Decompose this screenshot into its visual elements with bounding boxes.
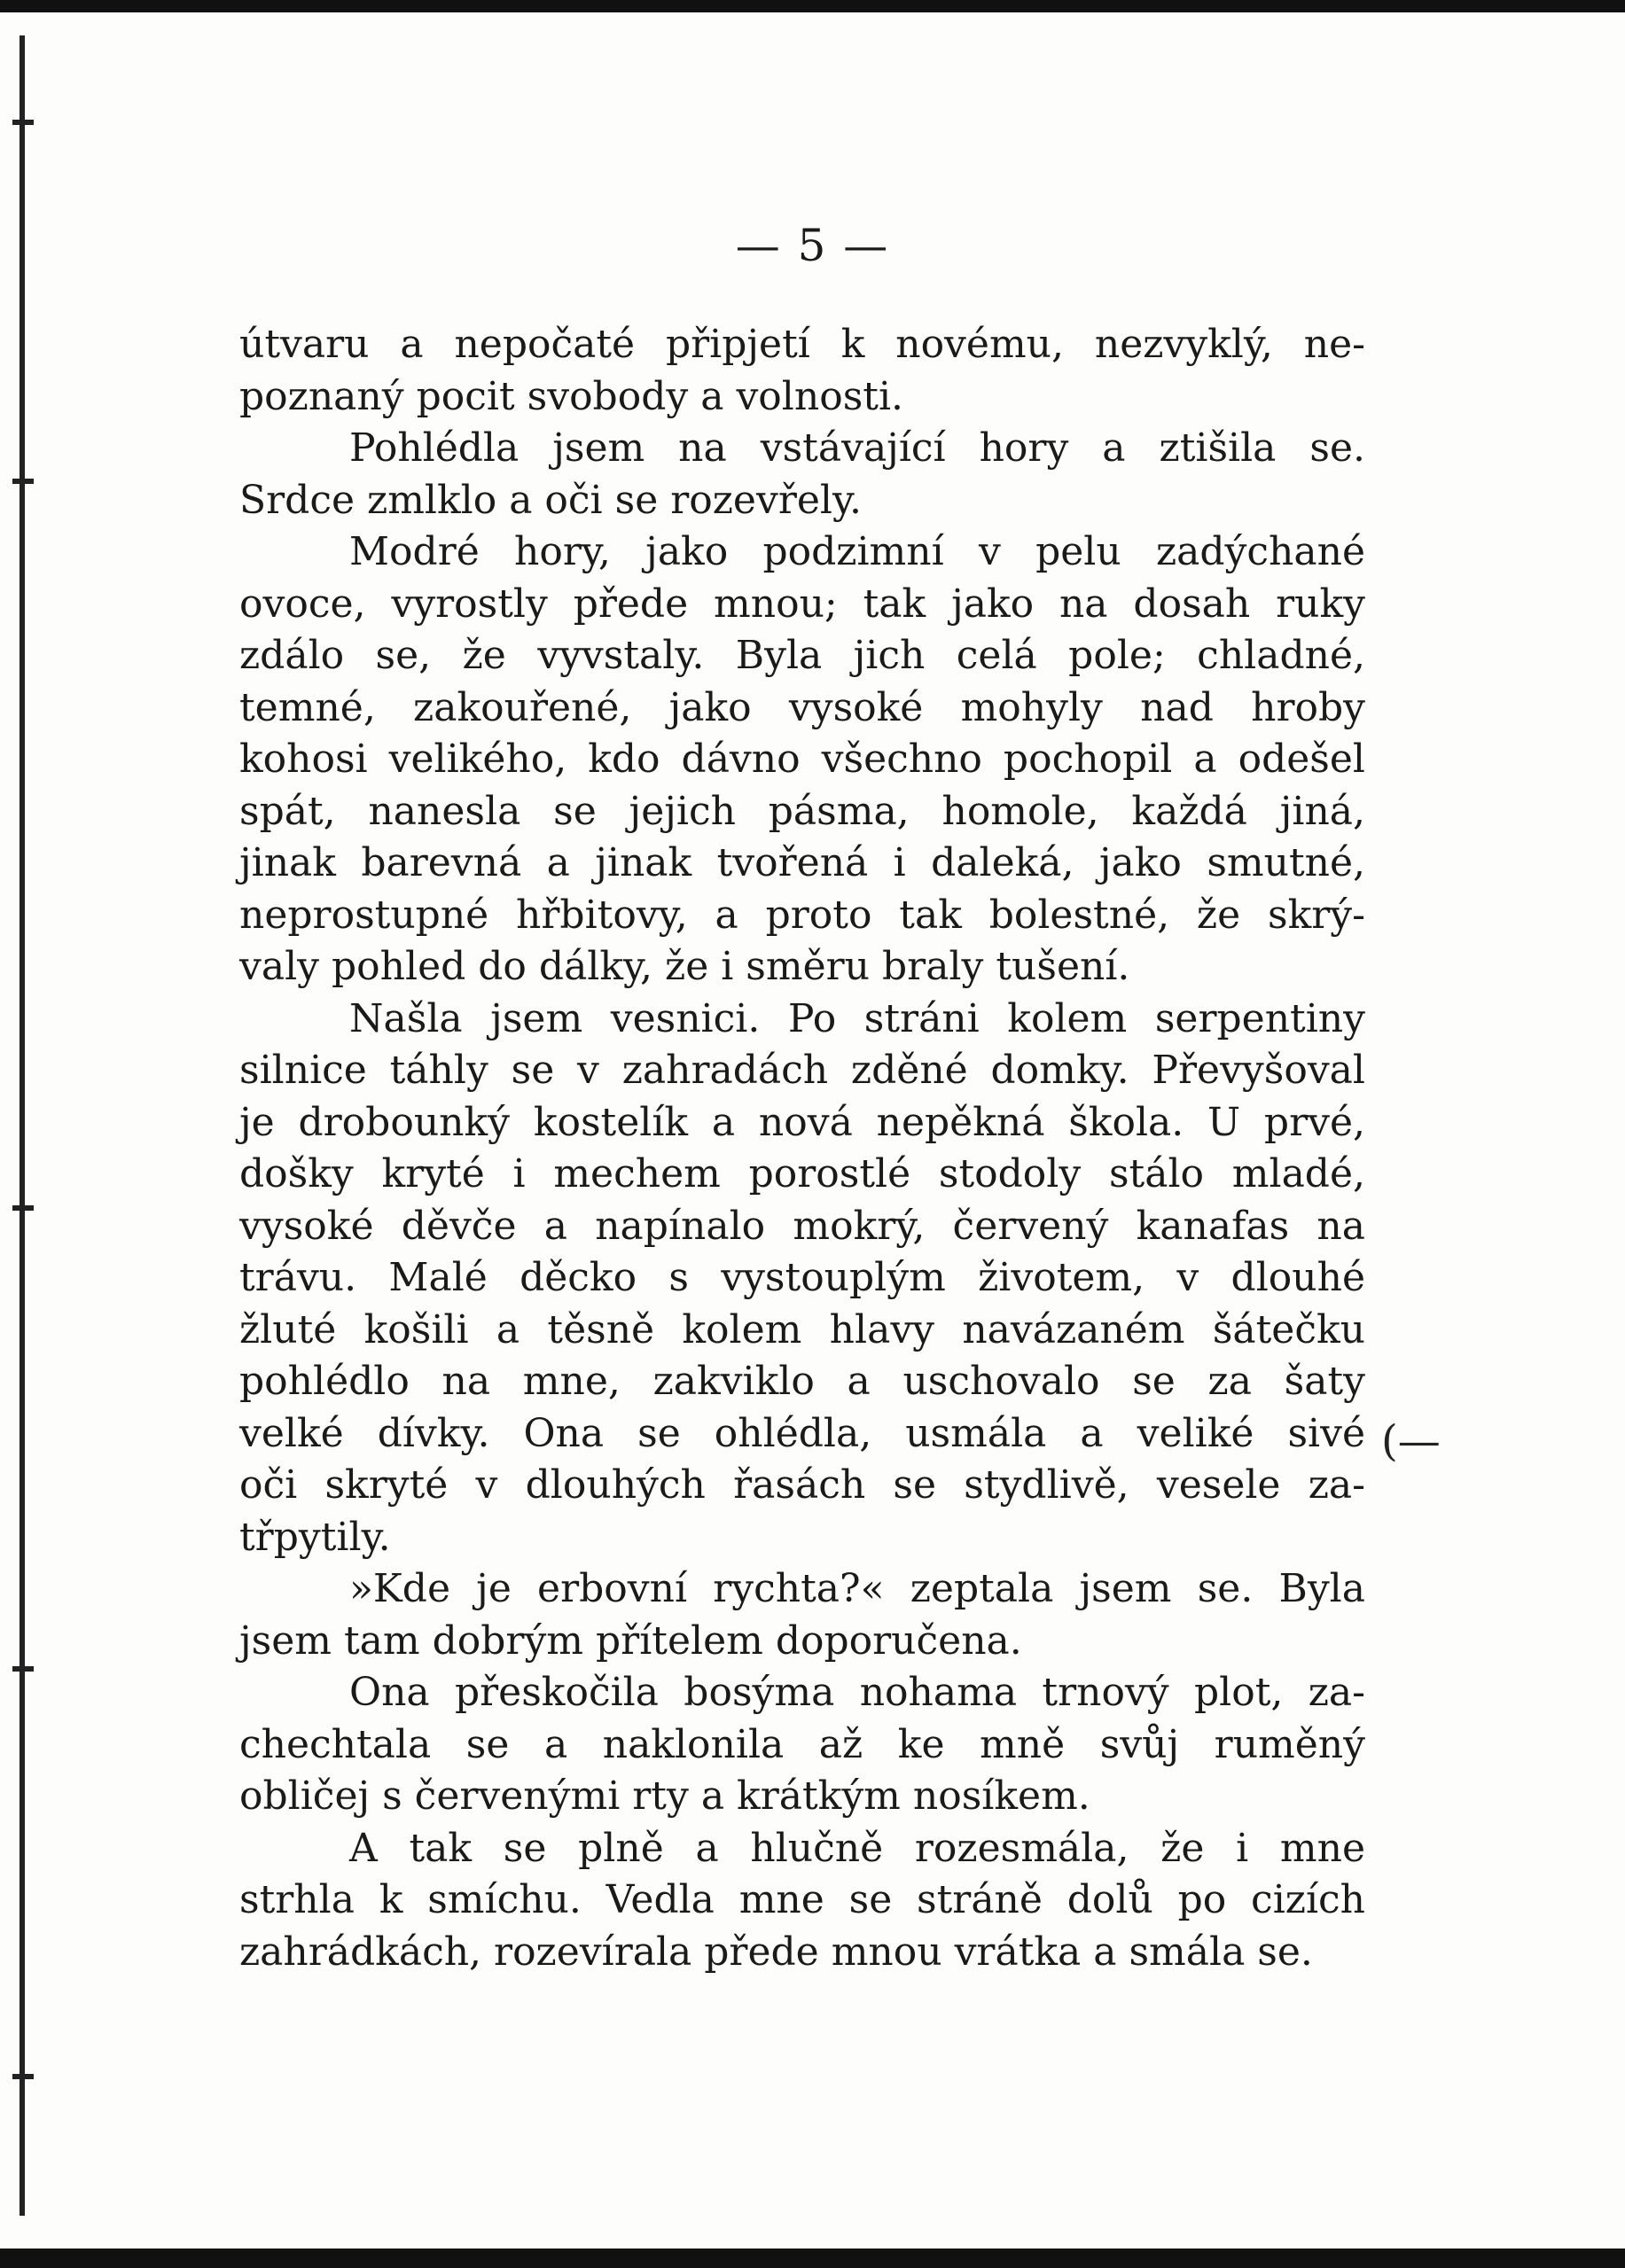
scan-edge-top [0, 0, 1625, 12]
text-line: spát, nanesla se jejich pásma, homole, každá jiná, [239, 788, 1365, 834]
text-line: velké dívky. Ona se ohlédla, usmála a veliké sivé [239, 1410, 1365, 1456]
text-line: trávu. Malé děcko s vystouplým životem, v dlouhé [239, 1255, 1365, 1300]
text-line: jinak barevná a jinak tvořená i daleká, jako smutné, [239, 840, 1365, 885]
text-line: je drobounký kostelík a nová nepěkná škola. U prvé, [239, 1099, 1365, 1145]
text-line: vysoké děvče a napínalo mokrý, červený kanafas na [239, 1203, 1365, 1249]
text-line: poznaný pocit svobody a volnosti. [239, 373, 904, 419]
text-line: oči skryté v dlouhých řasách se stydlivě, vesele za- [239, 1462, 1365, 1508]
scan-edge-bottom [0, 2249, 1625, 2268]
binding-mark [12, 1205, 34, 1211]
text-line: Pohlédla jsem na vstávající hory a ztišila se. [349, 425, 1365, 471]
text-line: valy pohled do dálky, že i směru braly tušení. [239, 944, 1130, 989]
body-text [239, 319, 1365, 1978]
text-line: Našla jsem vesnici. Po stráni kolem serpentiny [349, 995, 1365, 1041]
text-line: útvaru a nepočaté připjetí k novému, nezvyklý, ne- [239, 322, 1365, 367]
text-line: A tak se plně a hlučně rozesmála, že i mne [349, 1825, 1365, 1871]
text-line: došky kryté i mechem porostlé stodoly stálo mladé, [239, 1151, 1365, 1196]
text-line: »Kde je erbovní rychta?« zeptala jsem se. Byla [349, 1566, 1365, 1611]
margin-correction-mark: (— [1381, 1416, 1441, 1466]
text-line: žluté košili a těsně kolem hlavy navázaném šátečku [239, 1306, 1365, 1352]
page-number: — 5 — [735, 220, 890, 271]
text-line: Srdce zmlklo a oči se rozevřely. [239, 477, 862, 523]
text-line: ovoce, vyrostly přede mnou; tak jako na dosah ruky [239, 581, 1365, 627]
text-line: zahrádkách, rozevírala přede mnou vrátka a smála se. [239, 1929, 1313, 1975]
text-line: strhla k smíchu. Vedla mne se stráně dolů po cizích [239, 1877, 1365, 1922]
text-line: neprostupné hřbitovy, a proto tak bolestné, že skrý- [239, 892, 1365, 938]
text-line: Modré hory, jako podzimní v pelu zadýchané [349, 529, 1365, 574]
text-line: kohosi velikého, kdo dávno všechno pochopil a odešel [239, 737, 1365, 782]
text-line: jsem tam dobrým přítelem doporučena. [239, 1617, 1022, 1664]
text-line: silnice táhly se v zahradách zděné domky. Převyšoval [239, 1048, 1365, 1093]
text-line: Ona přeskočila bosýma nohama trnový plot, za- [349, 1670, 1365, 1715]
binding-mark [12, 479, 34, 484]
text-line: temné, zakouřené, jako vysoké mohyly nad hroby [239, 684, 1365, 730]
binding-mark [12, 1666, 34, 1672]
text-line: zdálo se, že vyvstaly. Byla jich celá pole; chladné, [239, 633, 1365, 678]
scan-edge-left [20, 35, 25, 2216]
text-line: třpytily. [239, 1514, 391, 1560]
text-line: obličej s červenými rty a krátkým nosíkem. [239, 1773, 1090, 1819]
binding-mark [12, 2074, 34, 2079]
text-line: chechtala se a naklonila až ke mně svůj ruměný [239, 1721, 1365, 1767]
binding-mark [12, 120, 34, 125]
text-line: pohlédlo na mne, zakviklo a uschovalo se za šaty [239, 1359, 1365, 1404]
